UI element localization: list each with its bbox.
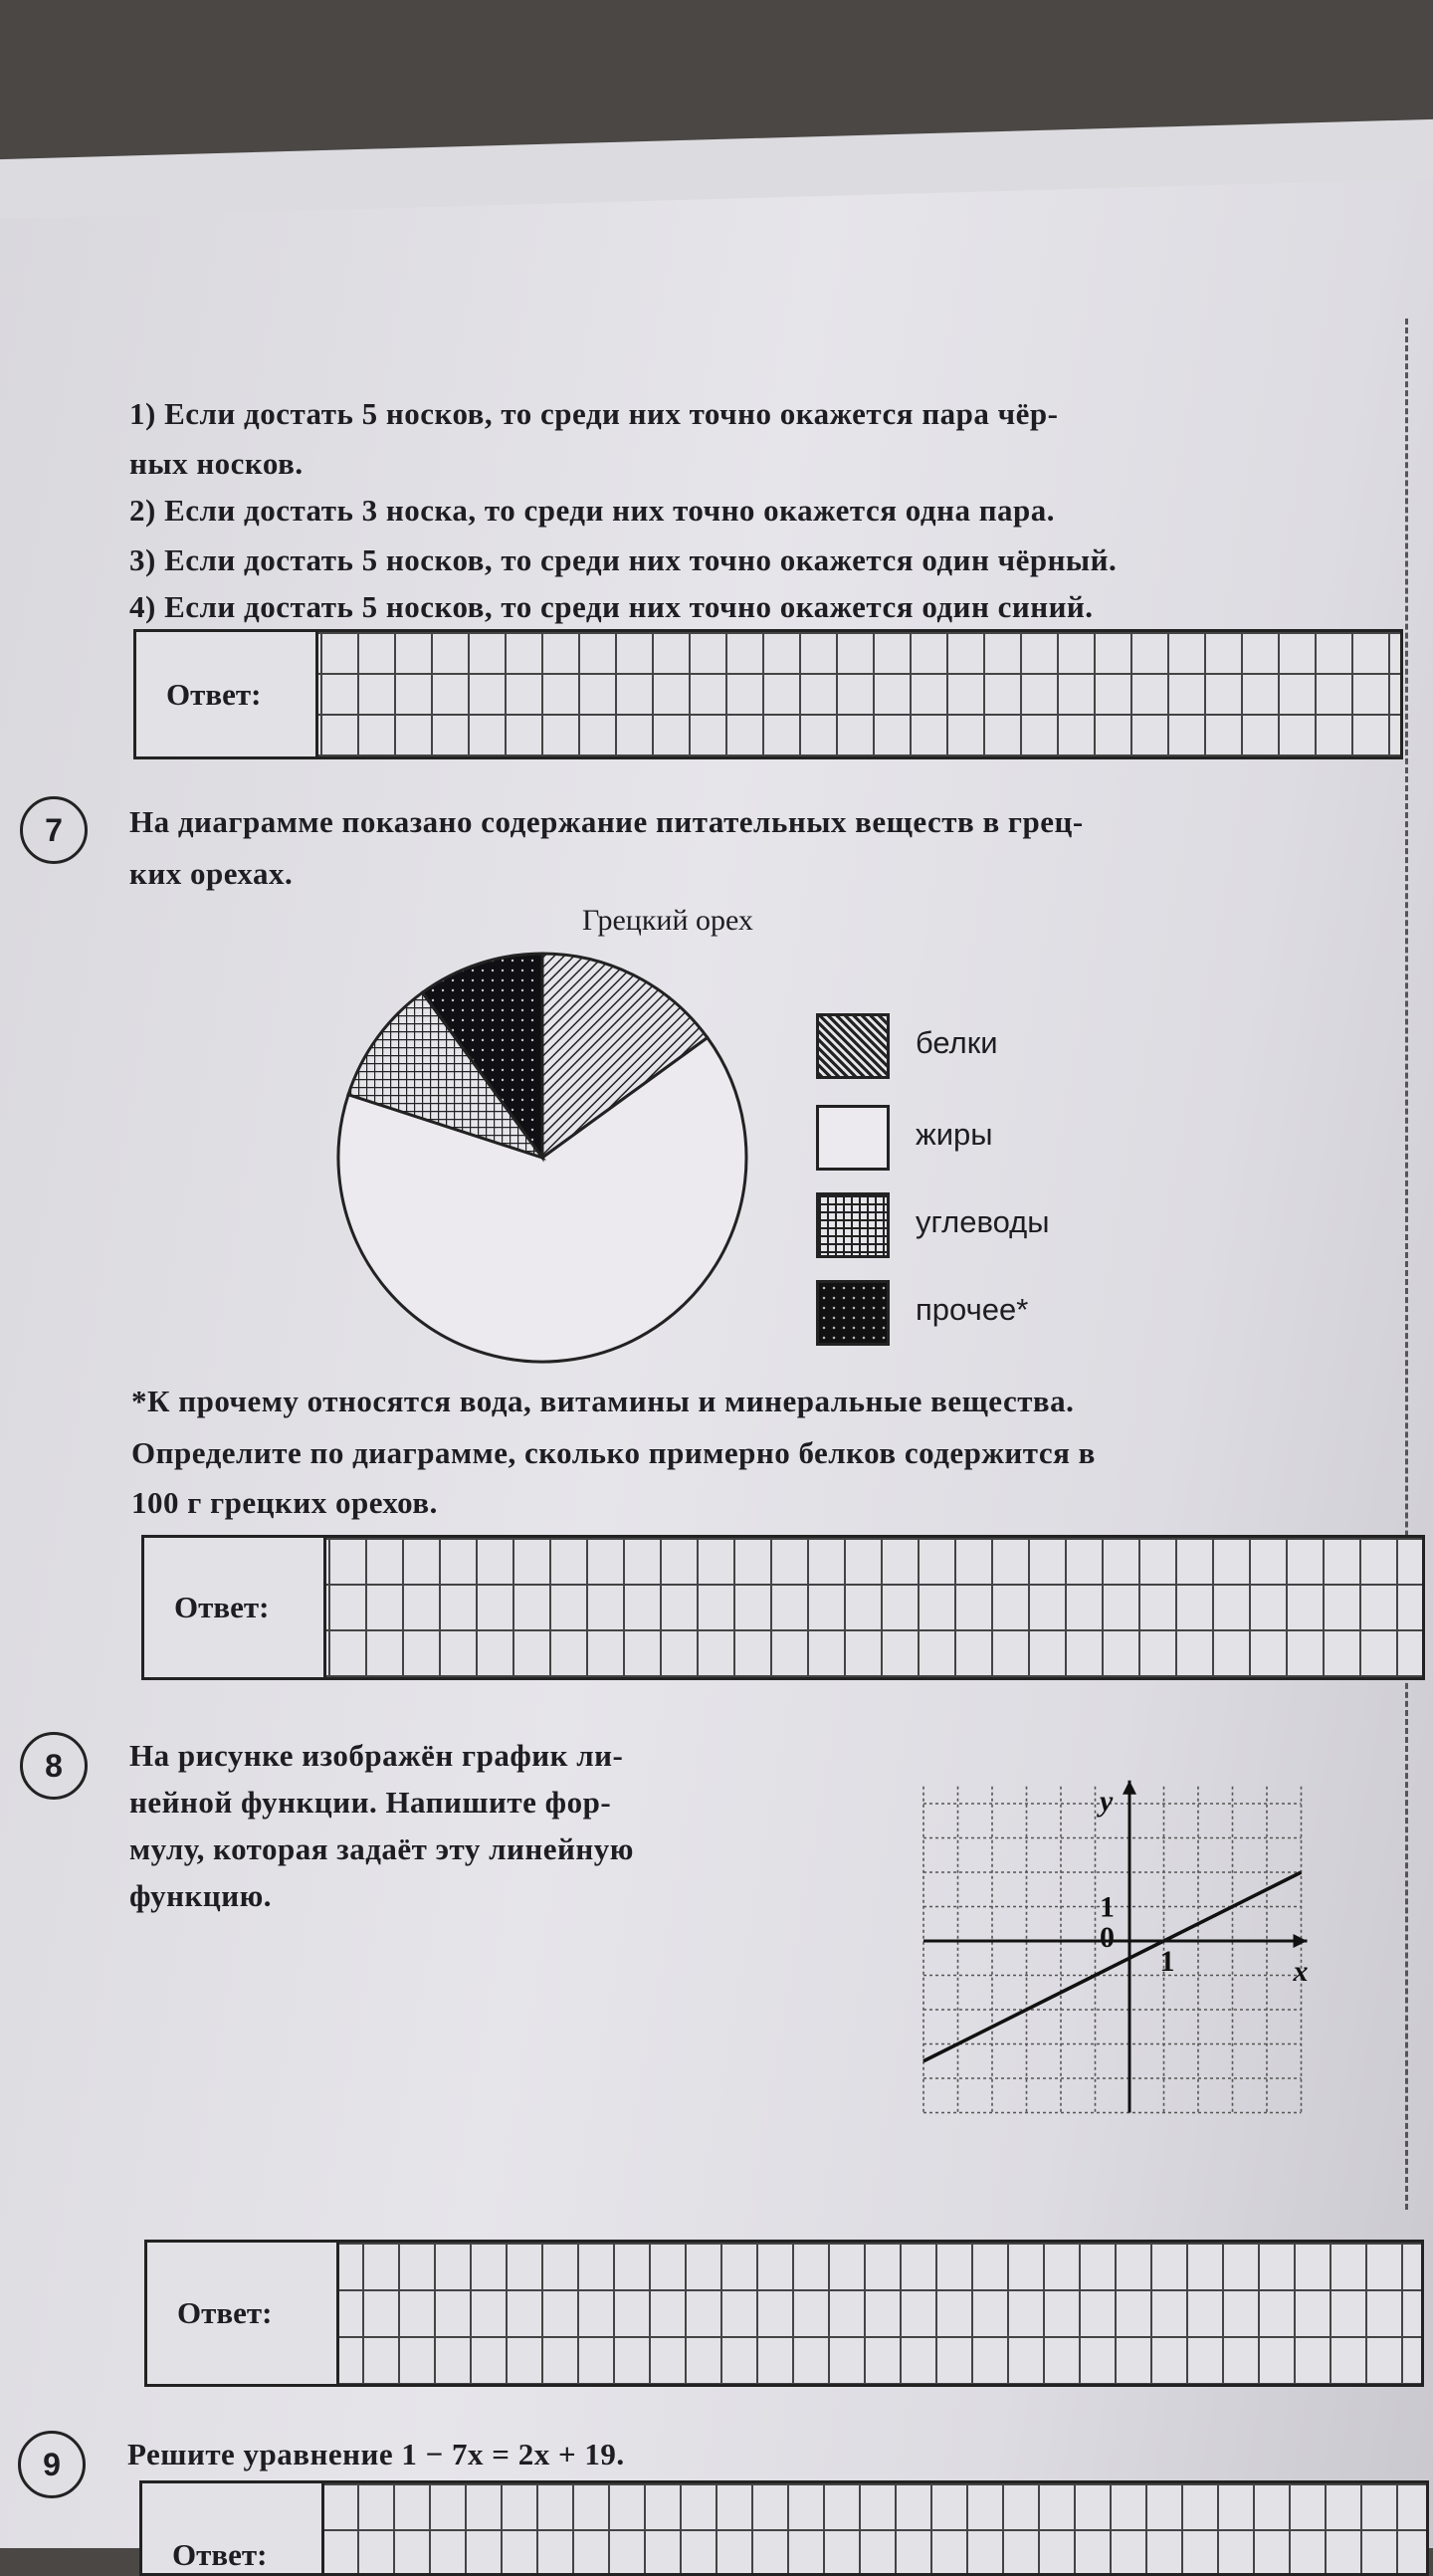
task6-option-1: 1) Если достать 5 носков, то среди них точно окажется пара чёр-: [129, 396, 1059, 431]
y-axis-arrow-icon: [1123, 1781, 1136, 1795]
legend-swatch-zhiry: [816, 1105, 890, 1171]
task7-question-line1: Определите по диаграмме, сколько примерно белков содержится в: [131, 1435, 1096, 1470]
task6-option-2: 2) Если достать 3 носка, то среди них точно окажется одна пара.: [129, 493, 1056, 528]
task8-answer-box[interactable]: [144, 2240, 1424, 2387]
task6-option-4: 4) Если достать 5 носков, то среди них точно окажется один синий.: [129, 589, 1094, 624]
task9-number: 9: [18, 2431, 86, 2498]
y-axis-label: y: [1100, 1784, 1114, 1818]
task9-answer-box[interactable]: [139, 2480, 1429, 2576]
line-graph: [846, 1732, 1413, 2190]
legend-label-uglevody: углеводы: [916, 1204, 1050, 1239]
task6-option-3: 3) Если достать 5 носков, то среди них точно окажется один чёрный.: [129, 542, 1118, 577]
x-axis-label: x: [1293, 1955, 1309, 1988]
task9-answer-label: Ответ:: [142, 2483, 324, 2573]
task7-answer-box[interactable]: [141, 1535, 1425, 1680]
task6-option-1-cont: ных носков.: [129, 446, 304, 481]
task7-answer-label: Ответ:: [144, 1538, 326, 1677]
task7-number: 7: [20, 796, 88, 864]
task6-answer-label: Ответ:: [136, 632, 318, 756]
task8-text-line2: нейной функции. Напишите фор-: [129, 1785, 612, 1820]
legend-label-zhiry: жиры: [916, 1117, 993, 1152]
pie-chart: [0, 179, 1433, 2548]
worksheet-page: [0, 179, 1433, 2572]
task7-question-line2: 100 г грецких орехов.: [131, 1485, 438, 1520]
task8-answer-label: Ответ:: [147, 2243, 339, 2384]
task9-prompt: Решите уравнение 1 − 7x = 2x + 19.: [127, 2437, 625, 2471]
legend-swatch-prochee: [816, 1280, 890, 1346]
pie-chart-title: Грецкий орех: [582, 904, 753, 937]
legend-label-prochee: прочее*: [916, 1292, 1029, 1327]
task8-text-line4: функцию.: [129, 1878, 273, 1913]
legend-label-belki: белки: [916, 1025, 998, 1060]
tick-label-origin: 0: [1100, 1921, 1115, 1954]
task8-text-line3: мулу, которая задаёт эту линейную: [129, 1831, 634, 1866]
task7-prompt-line2: ких орехах.: [129, 856, 294, 891]
x-axis-arrow-icon: [1294, 1934, 1308, 1948]
task8-number: 8: [20, 1732, 88, 1800]
tick-label-x1: 1: [1159, 1945, 1175, 1978]
task7-prompt-line1: На диаграмме показано содержание питательных веществ в грец-: [129, 804, 1084, 839]
legend-swatch-belki: [816, 1013, 890, 1079]
legend-swatch-uglevody: [816, 1192, 890, 1258]
task8-text-line1: На рисунке изображён график ли-: [129, 1738, 624, 1773]
tick-label-y1: 1: [1100, 1890, 1115, 1924]
task7-footnote: *К прочему относятся вода, витамины и минеральные вещества.: [131, 1384, 1075, 1418]
